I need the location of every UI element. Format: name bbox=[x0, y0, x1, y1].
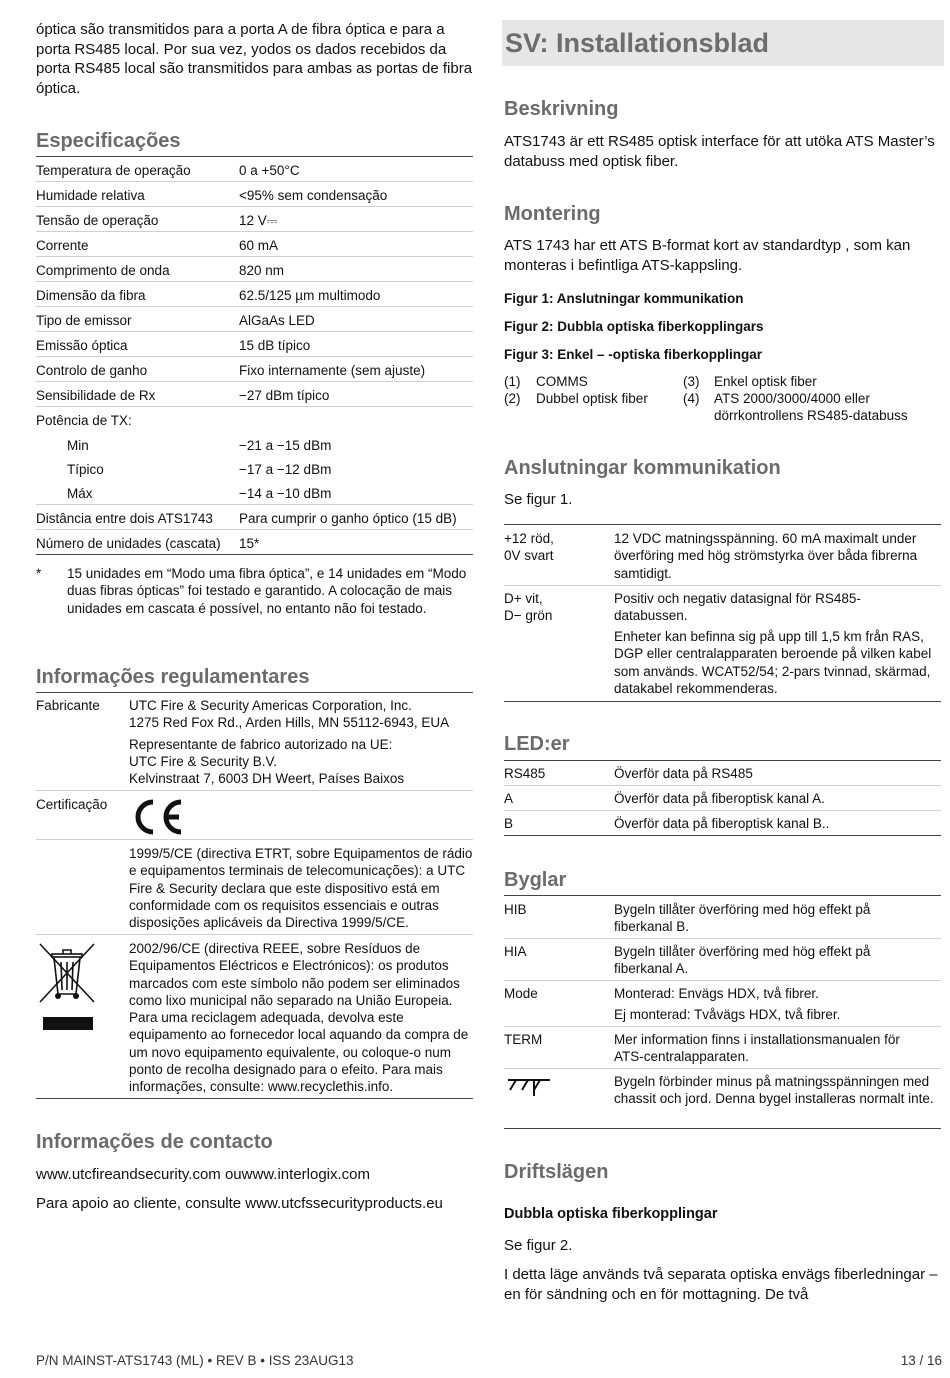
legend-text: Enkel optisk fiber bbox=[714, 374, 817, 389]
led-desc: Överför data på RS485 bbox=[614, 766, 753, 781]
spec-key: Corrente bbox=[36, 238, 89, 253]
led-desc: Överför data på fiberoptisk kanal B.. bbox=[614, 816, 830, 831]
jumper-desc: Bygeln tillåter överföring med hög effekt på fiberkanal B. bbox=[614, 902, 871, 935]
reg-bottom-rule bbox=[36, 1098, 473, 1099]
spec-row bbox=[36, 530, 473, 555]
jumper-rule bbox=[504, 980, 941, 981]
conn-rule bbox=[504, 585, 941, 586]
jumper-rule bbox=[504, 1026, 941, 1027]
connections-see-figure: Se figur 1. bbox=[504, 491, 573, 508]
legend-number: (1) bbox=[504, 374, 521, 389]
reg-rule bbox=[36, 839, 473, 840]
spec-value: 12 V⎓ bbox=[239, 213, 278, 228]
spec-key: Min bbox=[67, 438, 89, 453]
conn-desc-cable: Enheter kan befinna sig på upp till 1,5 km från RAS, DGP eller centralapparaten beroende på vilken kabel som används. WCAT52/54; 2-pars tvinnad, skärmad, datakabel rekommenderas. bbox=[614, 629, 932, 696]
section-title-banner bbox=[502, 20, 944, 66]
spec-key: Tipo de emissor bbox=[36, 313, 132, 328]
reg-rule bbox=[36, 934, 473, 935]
spec-row bbox=[36, 257, 473, 282]
directive-rtte: 1999/5/CE (directiva ETRT, sobre Equipamentos de rádio e equipamentos terminais de telecomunicações): a UTC Fire & Security declara que este dispositivo está em conformidade com os requisitos essenciais e outras disposições aplicáveis da Directiva 1999/5/CE. bbox=[129, 846, 473, 931]
legend-number: (4) bbox=[683, 391, 700, 406]
conn-top-rule bbox=[504, 524, 941, 525]
spec-key: Emissão óptica bbox=[36, 338, 128, 353]
weee-bin-icon bbox=[38, 940, 98, 1037]
regulatory-heading: Informações regulamentares bbox=[36, 666, 310, 688]
footnote-mark: * bbox=[36, 566, 42, 581]
spec-table bbox=[36, 157, 473, 555]
spec-key: Dimensão da fibra bbox=[36, 288, 146, 303]
spec-value: 15 dB típico bbox=[239, 338, 311, 353]
legend-number: (2) bbox=[504, 391, 521, 406]
manufacturer-name: UTC Fire & Security Americas Corporation, Inc. bbox=[129, 698, 412, 713]
figure-1-caption: Figur 1: Anslutningar kommunikation bbox=[504, 291, 744, 306]
spec-key: Tensão de operação bbox=[36, 213, 159, 228]
contact-websites: www.utcfireandsecurity.com ouwww.interlogix.com bbox=[36, 1166, 371, 1183]
spec-row bbox=[36, 157, 473, 182]
spec-row bbox=[36, 282, 473, 307]
jumper-bottom-rule bbox=[504, 1128, 941, 1129]
mounting-heading: Montering bbox=[504, 203, 601, 225]
legend-number: (3) bbox=[683, 374, 700, 389]
eu-rep-name: UTC Fire & Security B.V. bbox=[129, 754, 278, 769]
certification-label: Certificação bbox=[36, 797, 108, 812]
connections-heading: Anslutningar kommunikation bbox=[504, 457, 781, 479]
conn-terminal-data: D+ vit, D− grön bbox=[504, 591, 553, 624]
reg-top-rule bbox=[36, 692, 473, 693]
spec-value: 0 a +50°C bbox=[239, 163, 300, 178]
contact-support: Para apoio ao cliente, consulte www.utcfssecurityproducts.eu bbox=[36, 1195, 443, 1212]
section-title: SV: Installationsblad bbox=[505, 28, 770, 58]
spec-value: −17 a −12 dBm bbox=[239, 462, 332, 477]
operating-modes-heading: Driftslägen bbox=[504, 1161, 609, 1183]
spec-row bbox=[36, 307, 473, 332]
jumper-name: HIB bbox=[504, 902, 527, 917]
chassis-ground-icon bbox=[504, 1072, 554, 1103]
jumper-desc: Mer information finns i installationsmanualen för ATS-centralapparaten. bbox=[614, 1032, 900, 1065]
spec-value: −14 a −10 dBm bbox=[239, 486, 332, 501]
spec-value: 62.5/125 µm multimodo bbox=[239, 288, 381, 303]
spec-value: 15* bbox=[239, 536, 260, 551]
led-heading: LED:er bbox=[504, 733, 570, 755]
spec-value: −21 a −15 dBm bbox=[239, 438, 332, 453]
led-top-rule bbox=[504, 760, 941, 761]
spec-key: Típico bbox=[67, 462, 104, 477]
conn-desc-power: 12 VDC matningsspänning. 60 mA maximalt under överföring med hög strömstyrka över båda fibrerna samtidigt. bbox=[614, 531, 918, 581]
intro-paragraph: óptica são transmitidos para a porta A de fibra óptica e para a porta RS485 local. Por sua vez, yodos os dados recebidos da porta RS485 local são transmitidos para ambas as portas de fibra óptica. bbox=[36, 21, 473, 97]
spec-row bbox=[36, 432, 473, 456]
eu-rep-label: Representante de fabrico autorizado na UE: bbox=[129, 737, 393, 752]
spec-key: Temperatura de operação bbox=[36, 163, 191, 178]
jumper-rule bbox=[504, 1068, 941, 1069]
description-heading: Beskrivning bbox=[504, 98, 619, 120]
spec-row bbox=[36, 332, 473, 357]
conn-terminal-power: +12 röd, 0V svart bbox=[504, 531, 554, 564]
jumper-name: TERM bbox=[504, 1032, 543, 1047]
spec-row bbox=[36, 456, 473, 480]
jumper-desc: Bygeln förbinder minus på matningsspänningen med chassit och jord. Denna bygel installeras normalt inte. bbox=[614, 1074, 934, 1107]
spec-value: Para cumprir o ganho óptico (15 dB) bbox=[239, 511, 457, 526]
spec-key: Sensibilidade de Rx bbox=[36, 388, 156, 403]
description-text: ATS1743 är ett RS485 optisk interface för att utöka ATS Master’s databuss med optisk fiber. bbox=[504, 133, 935, 170]
spec-value: −27 dBm típico bbox=[239, 388, 330, 403]
led-name: B bbox=[504, 816, 514, 831]
manufacturer-address: 1275 Red Fox Rd., Arden Hills, MN 55112-6943, EUA bbox=[129, 715, 450, 730]
jumper-desc: Bygeln tillåter överföring med hög effekt på fiberkanal A. bbox=[614, 944, 871, 977]
operating-mode-see-figure: Se figur 2. bbox=[504, 1237, 573, 1254]
jumper-desc-alt: Ej monterad: Tvåvägs HDX, två fibrer. bbox=[614, 1007, 841, 1022]
figure-2-caption: Figur 2: Dubbla optiska fiberkopplingars bbox=[504, 319, 764, 334]
spec-value: Fixo internamente (sem ajuste) bbox=[239, 363, 426, 378]
legend-text: Dubbel optisk fiber bbox=[536, 391, 648, 406]
spec-key: Máx bbox=[67, 486, 93, 501]
spec-row bbox=[36, 357, 473, 382]
contact-heading: Informações de contacto bbox=[36, 1131, 273, 1153]
footnote: 15 unidades em “Modo uma fibra óptica”, e 14 unidades em “Modo duas fibras ópticas” foi testado e garantido. A colocação de mais unidades em cascata é possível, no entanto não foi testado. bbox=[67, 566, 467, 616]
spec-key: Controlo de ganho bbox=[36, 363, 148, 378]
operating-mode-subheading: Dubbla optiska fiberkopplingar bbox=[504, 1206, 718, 1222]
conn-desc-data: Positiv och negativ datasignal för RS485-databussen. bbox=[614, 591, 861, 624]
spec-row bbox=[36, 505, 473, 530]
eu-rep-address: Kelvinstraat 7, 6003 DH Weert, Países Baixos bbox=[129, 771, 405, 786]
spec-key: Número de unidades (cascata) bbox=[36, 536, 221, 551]
spec-row bbox=[36, 480, 473, 505]
ce-mark-icon bbox=[129, 796, 185, 843]
spec-value: AlGaAs LED bbox=[239, 313, 315, 328]
spec-key: Distância entre dois ATS1743 bbox=[36, 511, 213, 526]
spec-key: Potência de TX: bbox=[36, 413, 132, 428]
legend-text: ATS 2000/3000/4000 eller dörrkontrollens RS485-databuss bbox=[714, 391, 908, 424]
footer-part-number: P/N MAINST-ATS1743 (ML) • REV B • ISS 23AUG13 bbox=[36, 1353, 354, 1368]
spec-row bbox=[36, 232, 473, 257]
jumper-top-rule bbox=[504, 895, 941, 896]
led-rule bbox=[504, 785, 941, 786]
spec-row bbox=[36, 382, 473, 407]
figure-3-caption: Figur 3: Enkel – -optiska fiberkopplingar bbox=[504, 347, 763, 362]
jumper-name: Mode bbox=[504, 986, 538, 1001]
manufacturer-label: Fabricante bbox=[36, 698, 100, 713]
spec-key: Comprimento de onda bbox=[36, 263, 170, 278]
led-bottom-rule bbox=[504, 835, 941, 836]
jumper-rule bbox=[504, 938, 941, 939]
footer-page-number: 13 / 16 bbox=[900, 1353, 942, 1368]
directive-weee: 2002/96/CE (directiva REEE, sobre Resíduos de Equipamentos Eléctricos e Electrónicos): os produtos marcados com este símbolo não podem ser eliminados como lixo municipal não separado na União Europeia. Para uma reciclagem adequada, devolva este equipamento ao fornecedor local aquando da compra de um novo equipamento equivalente, ou coloque-o num ponto de recolha designado para o efeito. Para mais informações, consulte: www.recyclethis.info. bbox=[129, 941, 469, 1095]
spec-row bbox=[36, 207, 473, 232]
operating-mode-text: I detta läge används två separata optiska envägs fiberledningar – en för sändning och en för mottagning. De två bbox=[504, 1266, 938, 1303]
mounting-text: ATS 1743 har ett ATS B-format kort av standardtyp , som kan monteras i befintliga ATS-kappsling. bbox=[504, 237, 911, 274]
spec-value: <95% sem condensação bbox=[239, 188, 388, 203]
led-desc: Överför data på fiberoptisk kanal A. bbox=[614, 791, 825, 806]
jumper-desc: Monterad: Envägs HDX, två fibrer. bbox=[614, 986, 819, 1001]
led-rule bbox=[504, 810, 941, 811]
led-name: A bbox=[504, 791, 514, 806]
reg-rule bbox=[36, 790, 473, 791]
spec-key: Humidade relativa bbox=[36, 188, 145, 203]
spec-value: 60 mA bbox=[239, 238, 279, 253]
jumpers-heading: Byglar bbox=[504, 869, 567, 891]
legend-text: COMMS bbox=[536, 374, 588, 389]
conn-bottom-rule bbox=[504, 701, 941, 702]
spec-heading: Especificações bbox=[36, 130, 181, 152]
led-name: RS485 bbox=[504, 766, 546, 781]
spec-row bbox=[36, 182, 473, 207]
spec-row bbox=[36, 407, 473, 432]
jumper-name: HIA bbox=[504, 944, 527, 959]
spec-value: 820 nm bbox=[239, 263, 285, 278]
